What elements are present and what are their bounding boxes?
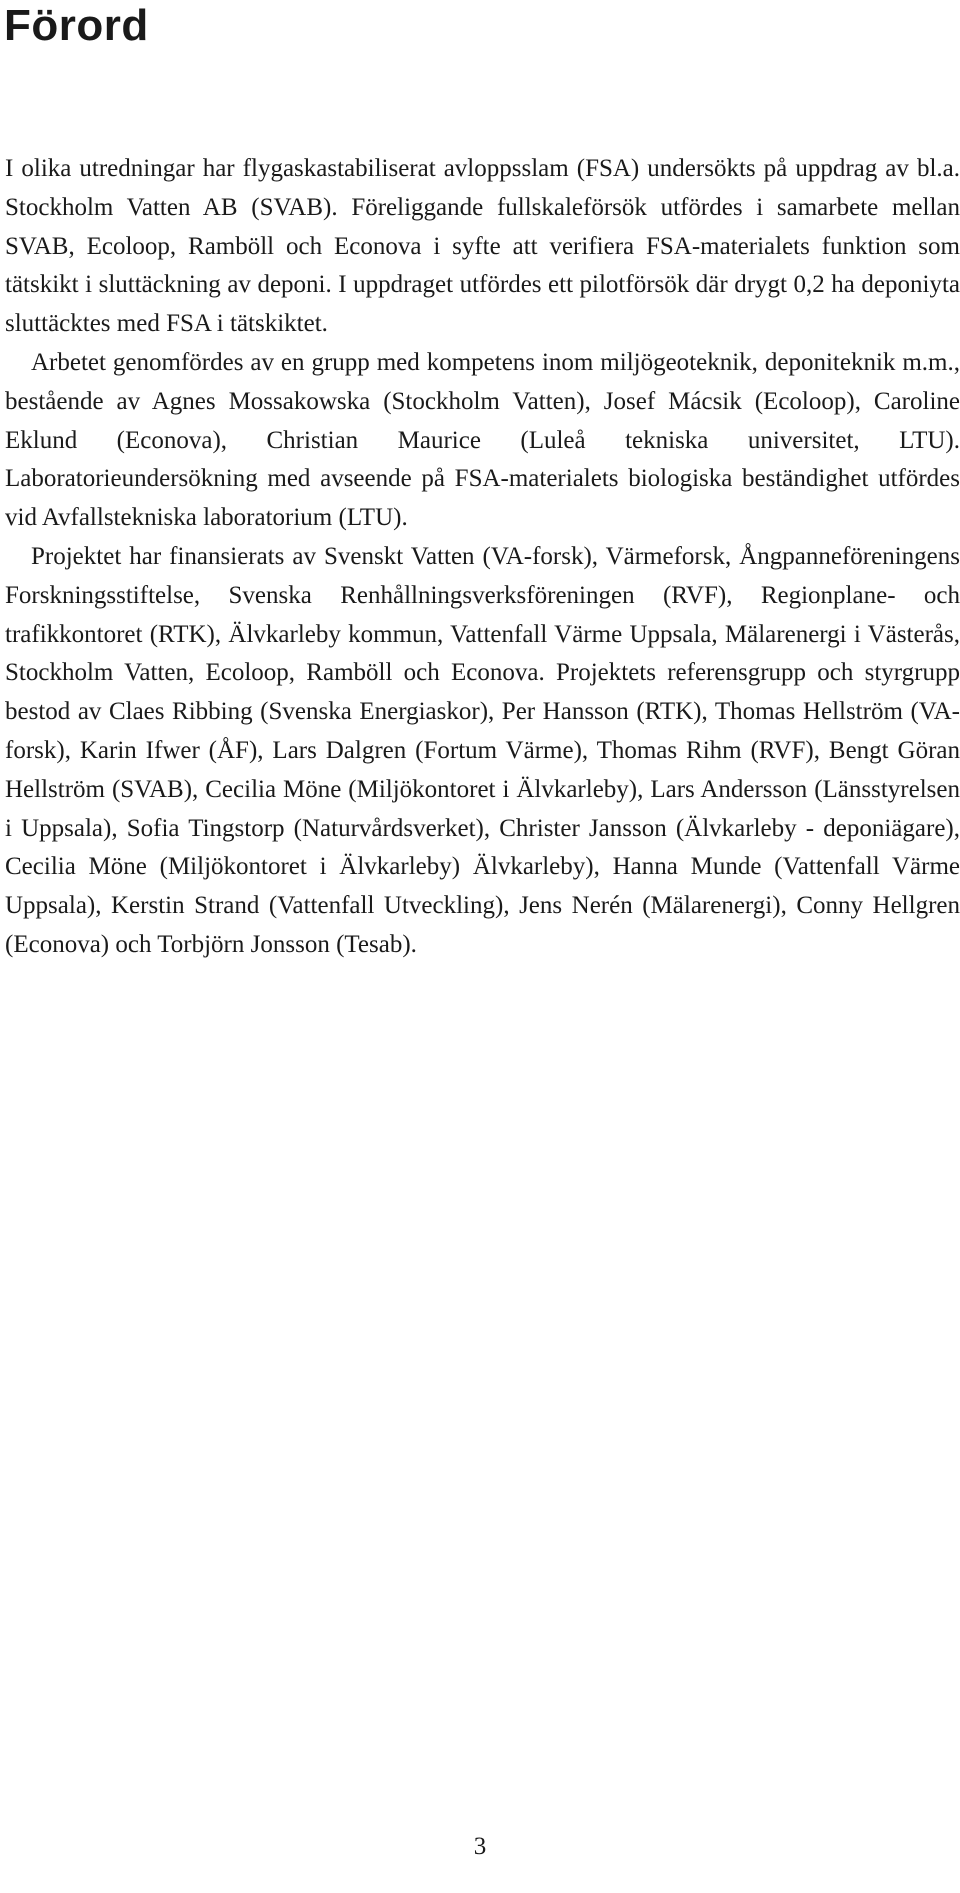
page-number: 3 (473, 1833, 487, 1860)
paragraph-background: I olika utredningar har flygaskastabiliserat avloppsslam (FSA) undersökts på uppdrag av bl.a. Stockholm Vatten AB (SVAB). Föreliggande fullskaleförsök utfördes i samarbete mellan SVAB, Ecoloop, Ramböll och Econova i syfte att verifiera FSA-materialets funktion som tätskikt i sluttäckning av deponi. I uppdraget utfördes ett pilotförsök där drygt 0,2 ha deponiyta sluttäcktes med FSA i tätskiktet. (5, 155, 960, 338)
paragraph-team: Arbetet genomfördes av en grupp med kompetens inom miljögeoteknik, deponiteknik m.m., bestående av Agnes Mossakowska (Stockholm Vatten), Josef Mácsik (Ecoloop), Caroline Eklund (Econova), Christian Maurice (Luleå tekniska universitet, LTU). Laboratorieundersökning med avseende på FSA-materialets biologiska beständighet utfördes vid Avfallstekniska laboratorium (LTU). (5, 348, 960, 532)
body-text (5, 150, 960, 965)
paragraph-funding: Projektet har finansierats av Svenskt Vatten (VA-forsk), Värmeforsk, Ångpanneföreningens Forskningsstiftelse, Svenska Renhållningsverksföreningen (RVF), Regionplane- och trafikkontoret (RTK), Älvkarleby kommun, Vattenfall Värme Uppsala, Mälarenergi i Västerås, Stockholm Vatten, Ecoloop, Ramböll och Econova. Projektets referensgrupp och styrgrupp bestod av Claes Ribbing (Svenska Energiaskor), Per Hansson (RTK), Thomas Hellström (VA-forsk), Karin Ifwer (ÅF), Lars Dalgren (Fortum Värme), Thomas Rihm (RVF), Bengt Göran Hellström (SVAB), Cecilia Möne (Miljökontoret i Älvkarleby), Lars Andersson (Länsstyrelsen i Uppsala), Sofia Tingstorp (Naturvårdsverket), Christer Jansson (Älvkarleby - deponiägare), Cecilia Möne (Miljökontoret i Älvkarleby) Älvkarleby), Hanna Munde (Vattenfall Värme Uppsala), Kerstin Strand (Vattenfall Utveckling), Jens Nerén (Mälarenergi), Conny Hellgren (Econova) och Torbjörn Jonsson (Tesab). (5, 542, 960, 958)
page-heading: Förord (4, 1, 149, 50)
